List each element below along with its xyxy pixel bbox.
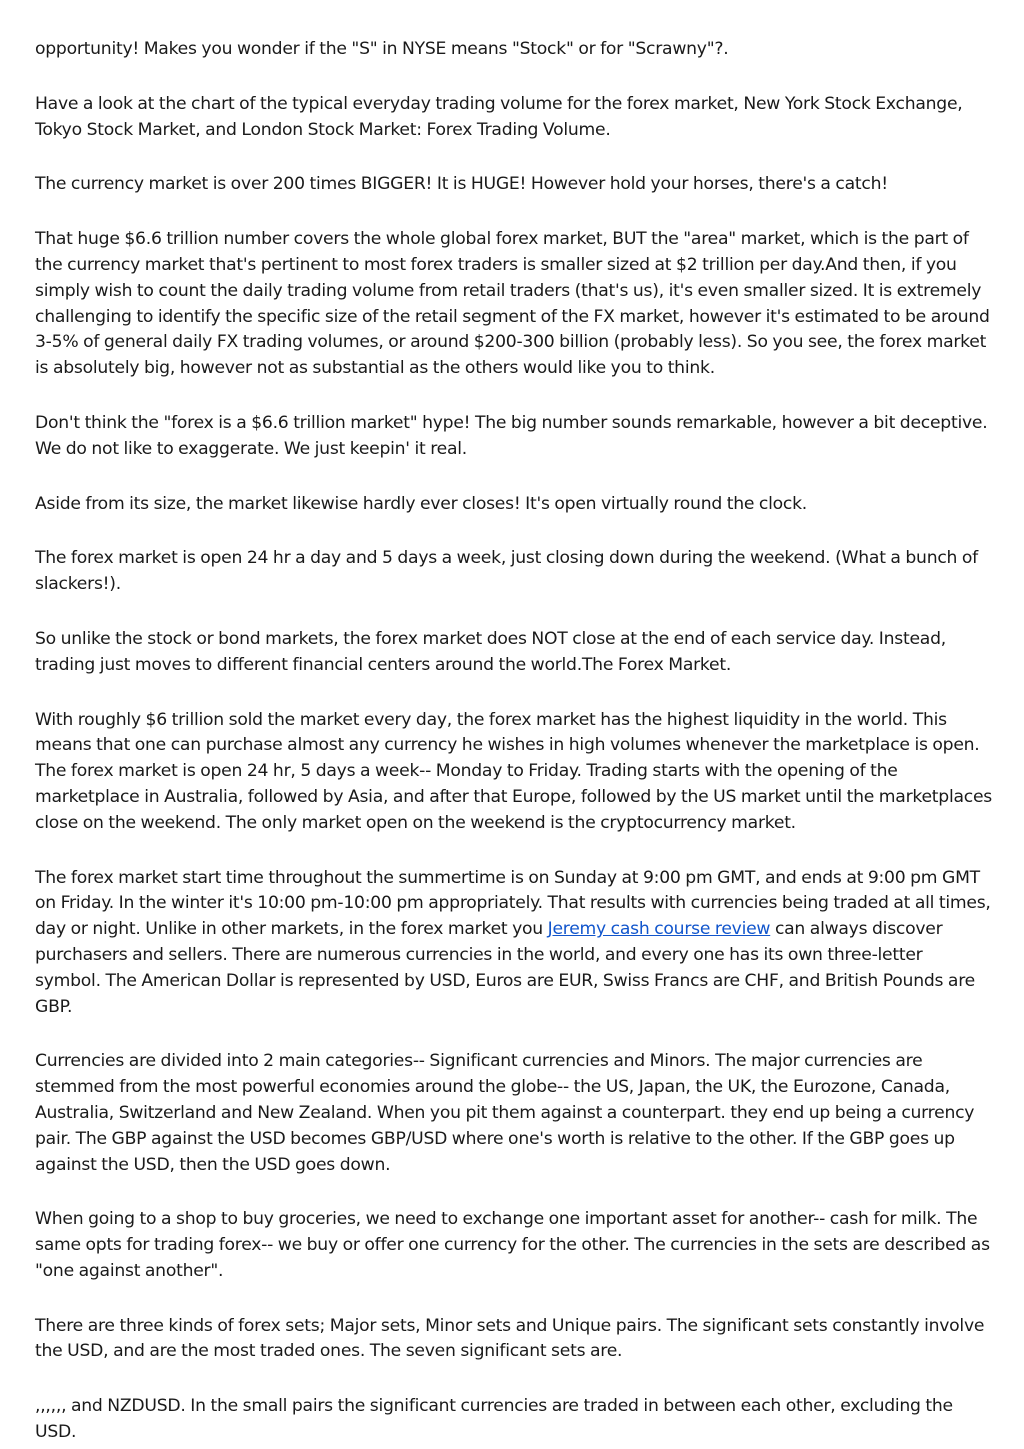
paragraph-9: With roughly $6 trillion sold the market every day, the forex market has the highest liquidity in the world. This means that one can purchase almost any currency he wishes in high volumes whenever the marketplace is open. The forex market is open 24 hr, 5 days a week-- Monday to Friday. Trading starts with the opening of the marketplace in Australia, followed by Asia, and after that Europe, followed by the US market until the marketplaces close on the weekend. The only market open on the weekend is the cryptocurrency market.	[35, 709, 992, 833]
paragraph-10-text-before: The forex market start time throughout the summertime is on Sunday at 9:00 pm GMT, and ends at 9:00 pm GMT on Friday. In the winter it's 10:00 pm-10:00 pm appropriately. That results with currencies being traded at all times, day or night. Unlike in other markets, in the forex market you	[35, 867, 991, 940]
paragraph-7: The forex market is open 24 hr a day and 5 days a week, just closing down during the weekend. (What a bunch of slackers!).	[35, 548, 978, 595]
paragraph-5: Don't think the "forex is a $6.6 trillion market" hype! The big number sounds remarkable, however a bit deceptive. We do not like to exaggerate. We just keepin' it real.	[35, 412, 988, 459]
paragraph-6: Aside from its size, the market likewise hardly ever closes! It's open virtually round the clock.	[35, 493, 807, 514]
paragraph-8: So unlike the stock or bond markets, the forex market does NOT close at the end of each service day. Instead, trading just moves to different financial centers around the world.The Forex Market.	[35, 628, 946, 675]
paragraph-1: opportunity! Makes you wonder if the "S" in NYSE means "Stock" or for "Scrawny"?.	[35, 39, 729, 59]
paragraph-2: Have a look at the chart of the typical everyday trading volume for the forex market, New York Stock Exchange, Tokyo Stock Market, and London Stock Market: Forex Trading Volume.	[35, 93, 963, 140]
review-link[interactable]: Jeremy cash course review	[547, 919, 771, 940]
paragraph-4: That huge $6.6 trillion number covers the whole global forex market, BUT the "area" market, which is the part of the currency market that's pertinent to most forex traders is smaller sized at $2 trillion per day.And then, if you simply wish to count the daily trading volume from retail traders (that's us), it's even smaller sized. It is extremely challenging to identify the specific size of the retail segment of the FX market, however it's estimated to be around 3-5% of general daily FX trading volumes, or around $200-300 billion (probably less). So you see, the forex market is absolutely big, however not as substantial as the others would like you to think.	[35, 229, 990, 379]
paragraph-14: ,,,,,, and NZDUSD. In the small pairs the significant currencies are traded in between each other, excluding the USD.	[35, 1396, 953, 1443]
paragraph-10	[35, 866, 992, 1021]
paragraph-13: There are three kinds of forex sets; Major sets, Minor sets and Unique pairs. The significant sets constantly involve the USD, and are the most traded ones. The seven significant sets are.	[35, 1315, 985, 1362]
paragraph-10-text-after: can always discover purchasers and sellers. There are numerous currencies in the world, and every one has its own three-letter symbol. The American Dollar is represented by USD, Euros are EUR, Swiss Francs are CHF, and British Pounds are GBP.	[35, 919, 975, 1017]
paragraph-3: The currency market is over 200 times BIGGER! It is HUGE! However hold your horses, there's a catch!	[35, 174, 888, 195]
paragraph-12: When going to a shop to buy groceries, we need to exchange one important asset for another-- cash for milk. The same opts for trading forex-- we buy or offer one currency for the other. The currencies in the sets are described as "one against another".	[35, 1209, 990, 1281]
paragraph-11: Currencies are divided into 2 main categories-- Significant currencies and Minors. The major currencies are stemmed from the most powerful economies around the globe-- the US, Japan, the UK, the Eurozone, Canada, Australia, Switzerland and New Zealand. When you pit them against a counterpart. they end up being a currency pair. The GBP against the USD becomes GBP/USD where one's worth is relative to the other. If the GBP goes up against the USD, then the USD goes down.	[35, 1051, 975, 1175]
